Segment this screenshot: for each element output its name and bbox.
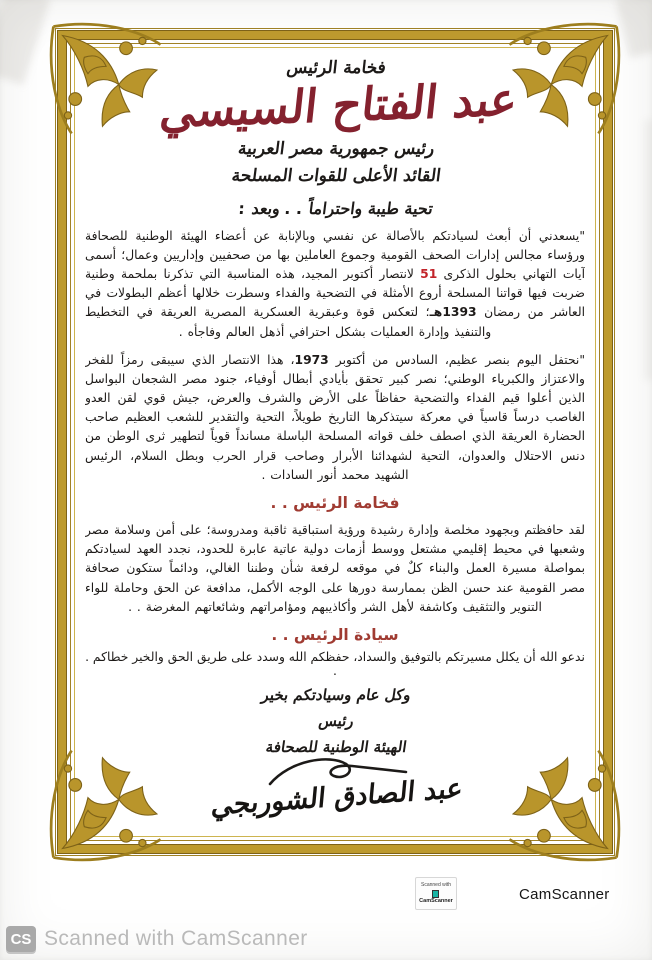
greeting-line: تحية طيبة واحتراماً . . وبعد : — [237, 198, 433, 218]
paragraph-1-text: لانتصار أكتوبر المجيد، هذه المناسبة التي تذكرنا بملحمة وطنية ضربت فيها قواتنا المسلحة أروع الأمثلة في التضحية والفداء وسطرت خلالها أعظم البطولات في العاشر من رمضان — [85, 267, 585, 320]
paragraph-1-text: ؛ لتعكس قوة وعبقرية العسكرية المصرية العريقة في التخطيط والتنفيذ وإدارة العمليات بشكل احترافي أذهل العالم وفاجأه . — [85, 305, 492, 339]
scan-artifact — [644, 120, 652, 380]
president-title-republic: رئيس جمهورية مصر العربية — [235, 138, 435, 159]
scanned-with-camscanner-text: Scanned with CamScanner — [44, 927, 308, 950]
signer-organization: الهيئة الوطنية للصحافة — [263, 737, 407, 756]
cs-logo-icon: CS — [6, 926, 36, 952]
camscanner-watermark — [6, 926, 308, 952]
paragraph-1-text: "يسعدني أن أبعث لسيادتكم بالأصالة عن نفسي وبالإنابة عن أعضاء الهيئة الوطنية للصحافة ورؤساء مجالس إدارات الصحف القومية وجموع العاملين بها من صحفيين وإداريين وعمال؛ أسمى آيات التهاني بحلول الذكرى — [85, 228, 585, 282]
mini-badge-line1: Scanned with — [420, 882, 452, 888]
victory-year: 1973 — [294, 352, 329, 367]
camscanner-mini-badge — [415, 877, 457, 910]
paragraph-2 — [85, 351, 585, 485]
heading-mr-president: سيادة الرئيس . . — [271, 625, 399, 644]
well-wishes-line: وكل عام وسيادتكم بخير — [259, 685, 411, 704]
mini-badge-line2 — [416, 890, 456, 904]
paragraph-4: ندعو الله أن يكلل مسيرتكم بالتوفيق والسداد، حفظكم الله وسدد على طريق الحق والخير خطاكم . . — [85, 649, 585, 678]
camscanner-label: CamScanner — [519, 886, 610, 903]
paragraph-2-text: "نحتفل اليوم بنصر عظيم، السادس من أكتوبر — [328, 352, 585, 367]
paragraph-1 — [85, 227, 585, 342]
president-title-commander: القائد الأعلى للقوات المسلحة — [229, 165, 441, 186]
letter-body — [85, 46, 585, 846]
paragraph-2-text: ، هذا الانتصار الذي سيبقى رمزاً للفخر والاعتزاز والكبرياء الوطني؛ نصر كبير تحقق بأيادي أبطال أوفياء، جنود مصر الشجعان البواسل الذين أعلوا قيم الفداء والتضحية حفاظاً على الأرض والشرف والعرض، جيش قوي لقن العدو الغاصب درساً قاسياً في معركة سيتذكرها التاريخ طويلاً، التحية والتقدير للشعب العظيم صاحب الحضارة العريقة الذي اصطف خلف قواته المسلحة الباسلة مسانداً قوياً لتطهير ثرى الوطن من دنس الاحتلال والعدوان، التحية لشهدائنا الأبرار وصاحب قرار الحرب وبطل السلام، الرئيس الشهيد محمد أنور السادات . — [85, 352, 585, 482]
signature-block — [85, 756, 585, 830]
signature-name: عبد الصادق الشوربجي — [206, 773, 464, 822]
heading-excellency-president: فخامة الرئيس . . — [270, 493, 400, 512]
hijri-year: 1393هـ — [429, 305, 477, 320]
salutation-line: فخامة الرئيس — [283, 58, 387, 78]
camscanner-logo-icon — [432, 890, 439, 898]
anniversary-number: 51 — [420, 267, 438, 282]
president-name: عبد الفتاح السيسي — [152, 72, 518, 139]
mini-badge-brand: CamScanner — [419, 898, 453, 904]
paragraph-3: لقد حافظتم وبجهود مخلصة وإدارة رشيدة ورؤية استباقية ثاقبة ومدروسة؛ على أمن وسلامة مصر وشعبها في محيط إقليمي مشتعل ووسط أزمات دولية عاتية عابرة للحدود، نجدد العهد لسيادتكم بمواصلة مسيرة العمل والبناء كلٌ في موقعه لرفعة شأن وطننا الغالي، ودائماً ستكون صحافة مصر القومية عند حسن الظن بممارسة دورها على الوجه الأكمل، مدافعة عن الحق وحاملة للواء التنوير والتثقيف وكاشفة لأهل الشر وأكاذيبهم ومؤامراتهم وشائعاتهم المغرضة . . — [85, 522, 585, 614]
scan-artifact — [0, 0, 51, 85]
signer-title: رئيس — [316, 711, 354, 730]
